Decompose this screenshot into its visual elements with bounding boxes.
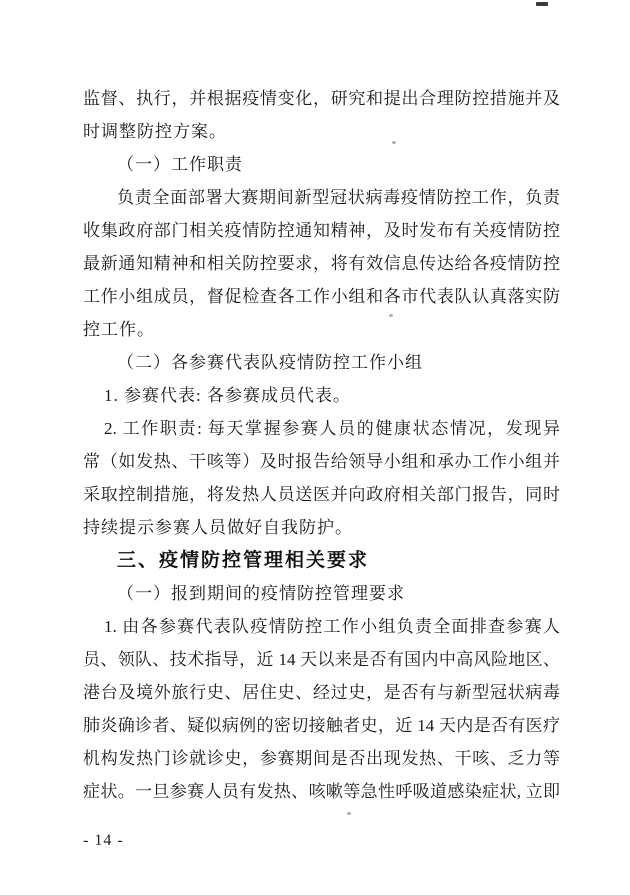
page-number: - 14 - (83, 832, 124, 849)
text-line: 常（如发热、干咳等）及时报告给领导小组和承办工作小组并 (83, 452, 560, 471)
text-line: 收集政府部门相关疫情防控通知精神，及时发布有关疫情防控 (83, 221, 560, 240)
scan-artifact-mark (536, 2, 548, 6)
scan-speck (347, 812, 351, 815)
text-line: 持续提示参赛人员做好自我防护。 (83, 518, 353, 537)
text-line: 控工作。 (83, 320, 155, 339)
text-line: 员、领队、技术指导，近 14 天以来是否有国内中高风险地区、 (83, 650, 560, 669)
text-line: 采取控制措施，将发热人员送医并向政府相关部门报告，同时 (83, 485, 560, 504)
scan-speck (392, 141, 396, 144)
text-line: 2. 工作职责: 每天掌握参赛人员的健康状态情况，发现异 (104, 419, 560, 438)
text-line: （一）报到期间的疫情防控管理要求 (117, 584, 405, 603)
text-line: 工作小组成员，督促检查各工作小组和各市代表队认真落实防 (83, 287, 560, 306)
text-line: 港台及境外旅行史、居住史、经过史，是否有与新型冠状病毒 (83, 683, 560, 702)
section-heading: 三、疫情防控管理相关要求 (117, 550, 370, 571)
scan-speck (389, 314, 393, 317)
text-line: （一）工作职责 (117, 155, 243, 174)
text-line: 最新通知精神和相关防控要求，将有效信息传达给各疫情防控 (83, 254, 560, 273)
text-line: 时调整防控方案。 (83, 122, 227, 141)
text-line: 肺炎确诊者、疑似病例的密切接触者史，近 14 天内是否有医疗 (83, 716, 560, 735)
text-line: （二）各参赛代表队疫情防控工作小组 (117, 353, 423, 372)
text-line: 负责全面部署大赛期间新型冠状病毒疫情防控工作，负责 (117, 188, 560, 207)
text-line: 1. 参赛代表: 各参赛成员代表。 (104, 386, 351, 405)
text-line: 机构发热门诊就诊史，参赛期间是否出现发热、干咳、乏力等 (83, 749, 560, 768)
text-line: 症状。一旦参赛人员有发热、咳嗽等急性呼吸道感染症状, 立即 (83, 782, 560, 801)
document-body (83, 82, 560, 808)
text-line: 1. 由各参赛代表队疫情防控工作小组负责全面排查参赛人 (104, 617, 560, 636)
text-line: 监督、执行，并根据疫情变化，研究和提出合理防控措施并及 (83, 89, 560, 108)
